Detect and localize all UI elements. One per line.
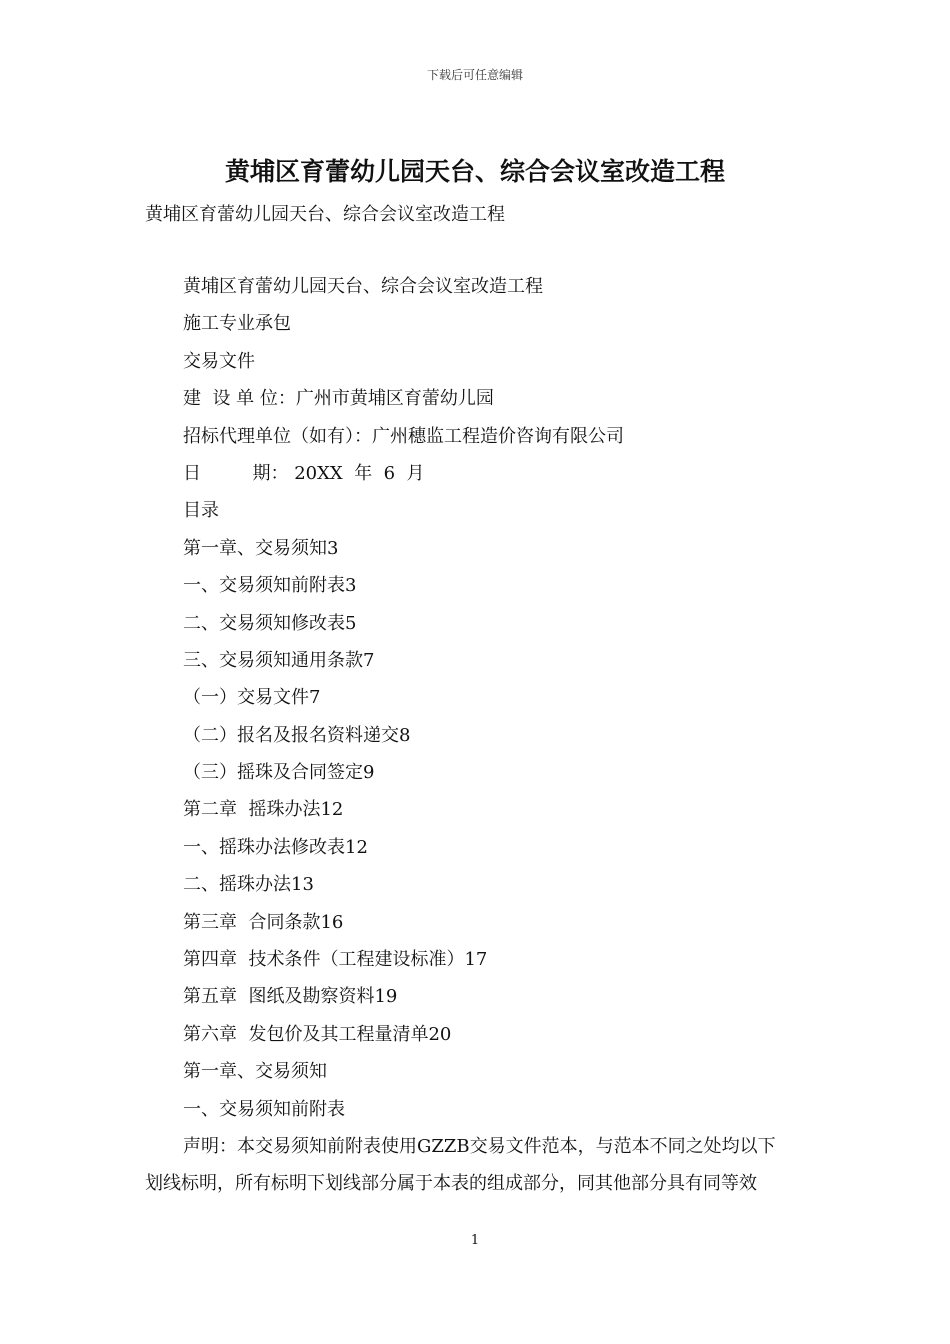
section-heading: 第一章、交易须知 <box>183 1061 327 1083</box>
toc-heading: 目录 <box>183 500 219 522</box>
toc-item: 三、交易须知通用条款7 <box>183 649 375 671</box>
body-lines <box>183 272 823 1132</box>
toc-item: （一）交易文件7 <box>183 687 321 709</box>
toc-item: 第二章 摇珠办法12 <box>183 799 344 821</box>
body-line: 日 期： 20XX 年 6 月 <box>183 462 425 484</box>
page-number: 1 <box>470 1233 480 1248</box>
statement-paragraph <box>145 1128 807 1203</box>
toc-item: 第四章 技术条件（工程建设标准）17 <box>183 949 488 971</box>
section-heading: 一、交易须知前附表 <box>183 1098 345 1120</box>
statement-line: 声明：本交易须知前附表使用GZZB交易文件范本，与范本不同之处均以下 <box>183 1136 776 1157</box>
body-line: 招标代理单位（如有）：广州穗监工程造价咨询有限公司 <box>183 425 624 447</box>
toc-item: 第六章 发包价及其工程量清单20 <box>183 1023 452 1045</box>
body-line: 黄埔区育蕾幼儿园天台、综合会议室改造工程 <box>183 276 543 297</box>
toc-item: 第一章、交易须知3 <box>183 537 339 559</box>
toc-item: （三）摇珠及合同签定9 <box>183 762 375 784</box>
document-subtitle: 黄埔区育蕾幼儿园天台、综合会议室改造工程 <box>145 204 505 225</box>
toc-item: （二）报名及报名资料递交8 <box>183 724 411 746</box>
toc-item: 第五章 图纸及勘察资料19 <box>183 986 398 1008</box>
toc-item: 一、交易须知前附表3 <box>183 575 357 597</box>
header-note: 下载后可任意编辑 <box>426 68 523 82</box>
document-title: 黄埔区育蕾幼儿园天台、综合会议室改造工程 <box>224 157 725 186</box>
body-line: 施工专业承包 <box>183 313 291 335</box>
statement-line: 划线标明，所有标明下划线部分属于本表的组成部分，同其他部分具有同等效 <box>145 1173 757 1195</box>
toc-item: 一、摇珠办法修改表12 <box>183 836 368 858</box>
body-line: 建 设 单 位：广州市黄埔区育蕾幼儿园 <box>183 388 494 410</box>
toc-item: 二、交易须知修改表5 <box>183 612 357 634</box>
body-line: 交易文件 <box>183 350 255 372</box>
toc-item: 第三章 合同条款16 <box>183 911 344 933</box>
toc-item: 二、摇珠办法13 <box>183 874 314 896</box>
